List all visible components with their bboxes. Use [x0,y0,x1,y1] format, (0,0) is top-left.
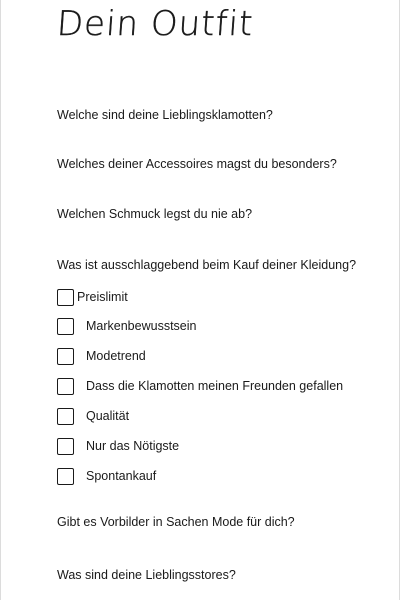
option-spontankauf[interactable] [57,466,156,486]
checkbox[interactable] [57,408,74,425]
page-title: Dein Outfit [55,4,255,44]
checkbox[interactable] [57,468,74,485]
question-favorite-clothes: Welche sind deine Lieblingsklamotten? [57,108,273,122]
option-preislimit[interactable] [57,287,128,307]
option-modetrend[interactable] [57,346,146,366]
option-label: Spontankauf [86,469,157,483]
question-favorite-stores: Was sind deine Lieblingsstores? [57,568,236,582]
option-label: Dass die Klamotten meinen Freunden gefallen [86,379,344,393]
option-markenbewusstsein[interactable] [57,316,196,336]
question-favorite-accessories: Welches deiner Accessoires magst du besonders? [57,157,337,171]
option-label: Markenbewusstsein [86,319,197,333]
checkbox[interactable] [57,318,74,335]
checkbox[interactable] [57,438,74,455]
checkbox[interactable] [57,289,74,306]
option-qualitaet[interactable] [57,406,129,426]
option-freunden-gefallen[interactable] [57,376,343,396]
option-label: Nur das Nötigste [86,439,180,453]
option-label: Modetrend [86,349,146,363]
option-label: Preislimit [77,290,128,304]
option-noetigste[interactable] [57,436,179,456]
option-label: Qualität [86,409,130,423]
question-purchase-criteria: Was ist ausschlaggebend beim Kauf deiner Kleidung? [57,258,357,272]
question-jewelry: Welchen Schmuck legst du nie ab? [57,207,253,221]
checkbox[interactable] [57,378,74,395]
checkbox[interactable] [57,348,74,365]
question-fashion-role-models: Gibt es Vorbilder in Sachen Mode für dich? [57,515,295,529]
